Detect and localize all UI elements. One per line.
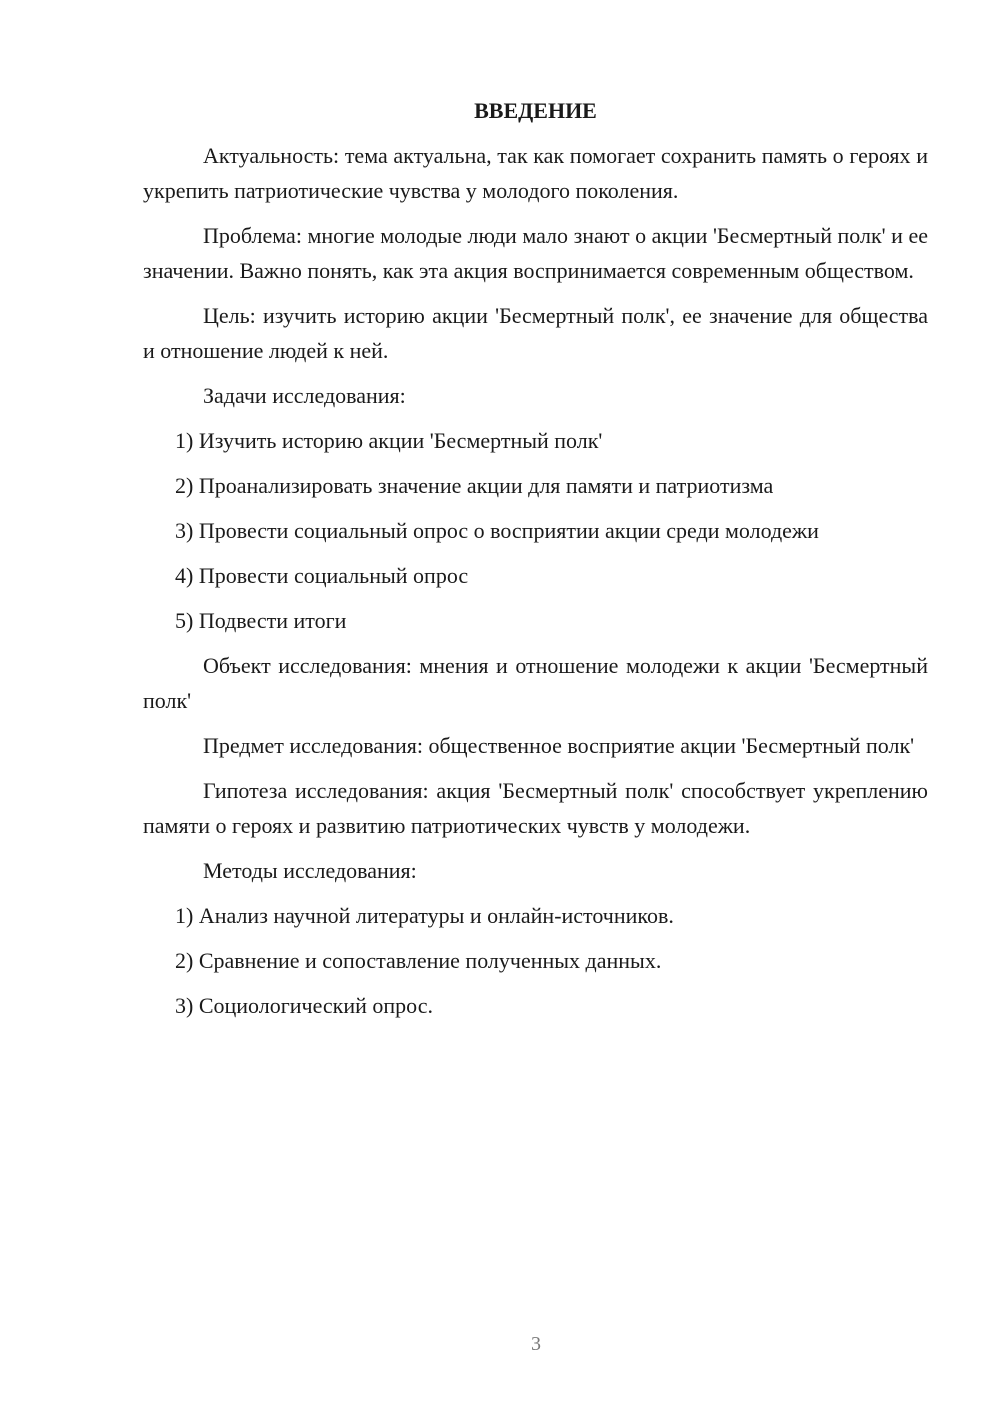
page-number: 3 [531, 1333, 541, 1355]
list-item: 4) Провести социальный опрос [175, 563, 469, 588]
list-item: 1) Анализ научной литературы и онлайн-источников. [175, 903, 674, 928]
list-item: 1) Изучить историю акции 'Бесмертный полк' [175, 428, 603, 453]
section-title: ВВЕДЕНИЕ [474, 98, 597, 123]
problem-paragraph: Проблема: многие молодые люди мало знают о акции 'Бесмертный полк' и ее значении. Важно понять, как эта акция воспринимается современным обществом. [143, 223, 928, 283]
goal-paragraph: Цель: изучить историю акции 'Бесмертный полк', ее значение для общества и отношение людей к ней. [143, 303, 928, 363]
tasks-list [143, 423, 928, 638]
hypothesis-paragraph: Гипотеза исследования: акция 'Бесмертный полк' способствует укреплению памяти о героях и развитию патриотических чувств у молодежи. [143, 778, 928, 838]
relevance-paragraph: Актуальность: тема актуальна, так как помогает сохранить память о героях и укрепить патриотические чувства у молодого поколения. [143, 143, 928, 203]
list-item: 5) Подвести итоги [175, 608, 347, 633]
list-item: 3) Провести социальный опрос о восприятии акции среди молодежи [175, 518, 819, 543]
object-paragraph: Объект исследования: мнения и отношение молодежи к акции 'Бесмертный полк' [143, 653, 928, 713]
methods-list [143, 898, 928, 1023]
list-item: 2) Проанализировать значение акции для памяти и патриотизма [175, 473, 774, 498]
list-item: 2) Сравнение и сопоставление полученных данных. [175, 948, 662, 973]
list-item: 3) Социологический опрос. [175, 993, 433, 1018]
tasks-heading: Задачи исследования: [203, 383, 406, 408]
methods-heading: Методы исследования: [203, 858, 417, 883]
subject-paragraph: Предмет исследования: общественное восприятие акции 'Бесмертный полк' [203, 733, 915, 758]
page-content [143, 96, 928, 1033]
